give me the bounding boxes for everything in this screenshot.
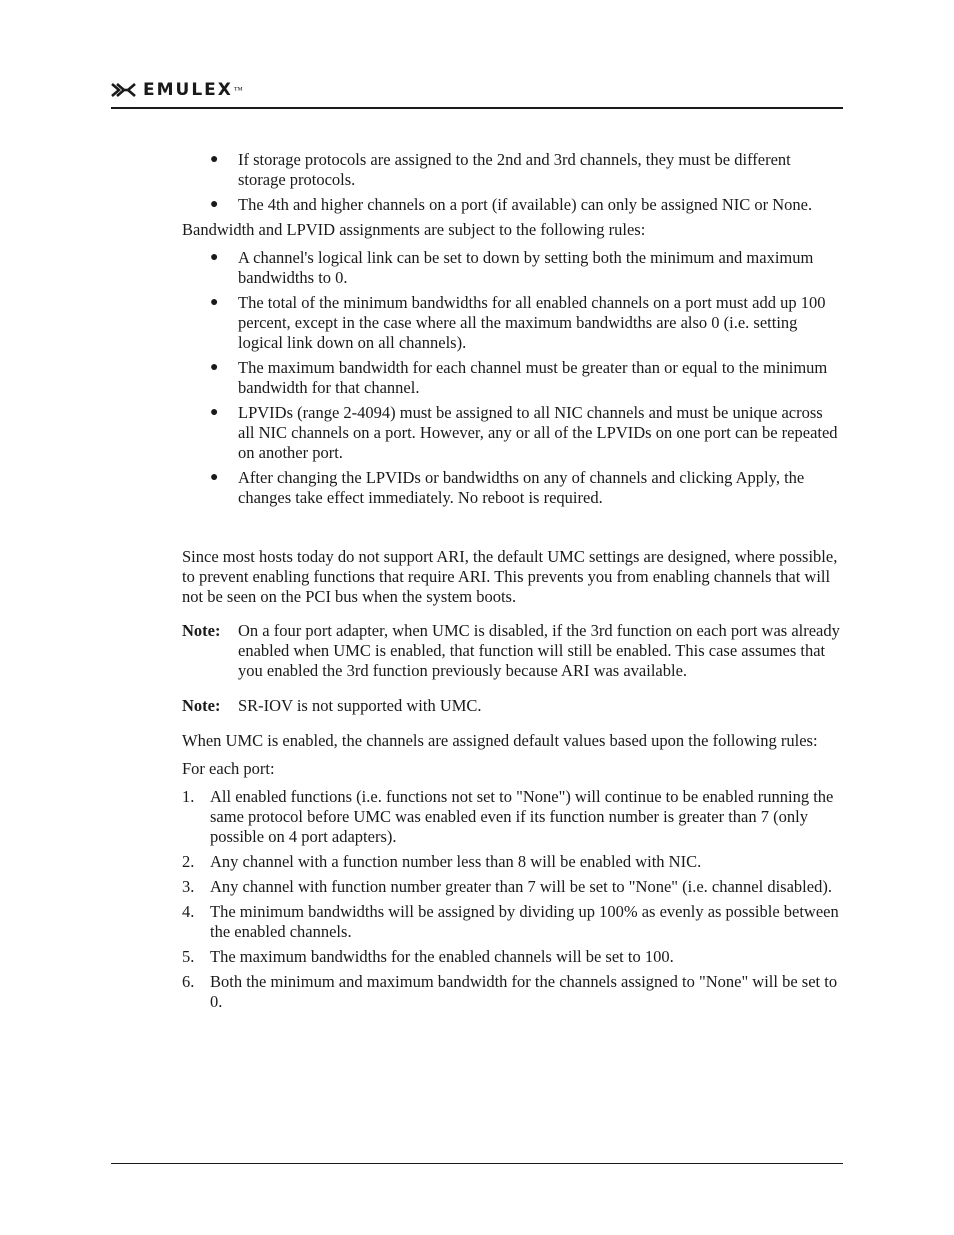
bandwidth-intro: Bandwidth and LPVID assignments are subject to the following rules: (182, 220, 646, 239)
page-body (182, 150, 842, 1017)
bullet-icon: ● (210, 360, 219, 375)
note-label: Note: (182, 621, 221, 640)
list-item: ● If storage protocols are assigned to the 2nd and 3rd channels, they must be different storage protocols. (210, 150, 791, 189)
list-item: ● The maximum bandwidth for each channel must be greater than or equal to the minimum bandwidth for that channel. (210, 358, 828, 397)
footer-rule (111, 1163, 843, 1164)
bullet-icon: ● (210, 405, 219, 420)
note-four-port (182, 621, 842, 681)
bandwidth-rules (182, 248, 842, 508)
list-item: ● A channel's logical link can be set to down by setting both the minimum and maximum bandwidths to 0. (210, 248, 814, 287)
trademark-mark: ™ (233, 85, 243, 95)
list-item: 3. Any channel with function number greater than 7 will be set to "None" (i.e. channel disabled). (182, 877, 832, 896)
for-each-port-label: For each port: (182, 759, 275, 778)
list-item: 5. The maximum bandwidths for the enabled channels will be set to 100. (182, 947, 674, 966)
section-gap (182, 513, 842, 547)
list-item: ● After changing the LPVIDs or bandwidths on any of channels and clicking Apply, the changes take effect immediately. No reboot is required. (210, 468, 805, 507)
page-header (111, 78, 243, 102)
channel-protocol-rules (182, 150, 842, 215)
brand-name: EMULEX (143, 80, 233, 100)
note-sriov (182, 696, 842, 716)
list-item: ● LPVIDs (range 2-4094) must be assigned to all NIC channels and must be unique across all NIC channels on a port. However, any or all of the LPVIDs on one port can be repeated on another port. (210, 403, 838, 462)
bullet-icon: ● (210, 470, 219, 485)
default-value-rules (182, 787, 842, 1012)
list-item: 6. Both the minimum and maximum bandwidth for the channels assigned to "None" will be set to 0. (182, 972, 838, 1011)
umc-enabled-paragraph: When UMC is enabled, the channels are assigned default values based upon the following rules: (182, 731, 818, 750)
ari-paragraph: Since most hosts today do not support ARI, the default UMC settings are designed, where possible, to prevent enabling functions that require ARI. This prevents you from enabling channels that will not be seen on the PCI bus when the system boots. (182, 547, 838, 606)
bullet-icon: ● (210, 152, 219, 167)
note-text: On a four port adapter, when UMC is disabled, if the 3rd function on each port was already enabled when UMC is enabled, that function will still be enabled. This case assumes that you enabled the 3rd function previously because ARI was available. (238, 621, 840, 680)
bullet-icon: ● (210, 250, 219, 265)
note-text: SR-IOV is not supported with UMC. (238, 696, 482, 715)
bullet-icon: ● (210, 197, 219, 212)
emulex-logo-icon (111, 83, 137, 97)
list-item: 1. All enabled functions (i.e. functions not set to "None") will continue to be enabled running the same protocol before UMC was enabled even if its function number is greater than 7 (only possible on 4 port adapters). (182, 787, 834, 846)
header-rule (111, 107, 843, 109)
list-item: 2. Any channel with a function number less than 8 will be enabled with NIC. (182, 852, 702, 871)
list-item: ● The total of the minimum bandwidths for all enabled channels on a port must add up 100 percent, except in the case where all the maximum bandwidths are also 0 (i.e. setting logical link down on all channels). (210, 293, 826, 352)
list-item: ● The 4th and higher channels on a port (if available) can only be assigned NIC or None. (210, 195, 813, 214)
note-label: Note: (182, 696, 221, 715)
list-item: 4. The minimum bandwidths will be assigned by dividing up 100% as evenly as possible between the enabled channels. (182, 902, 839, 941)
bullet-icon: ● (210, 295, 219, 310)
